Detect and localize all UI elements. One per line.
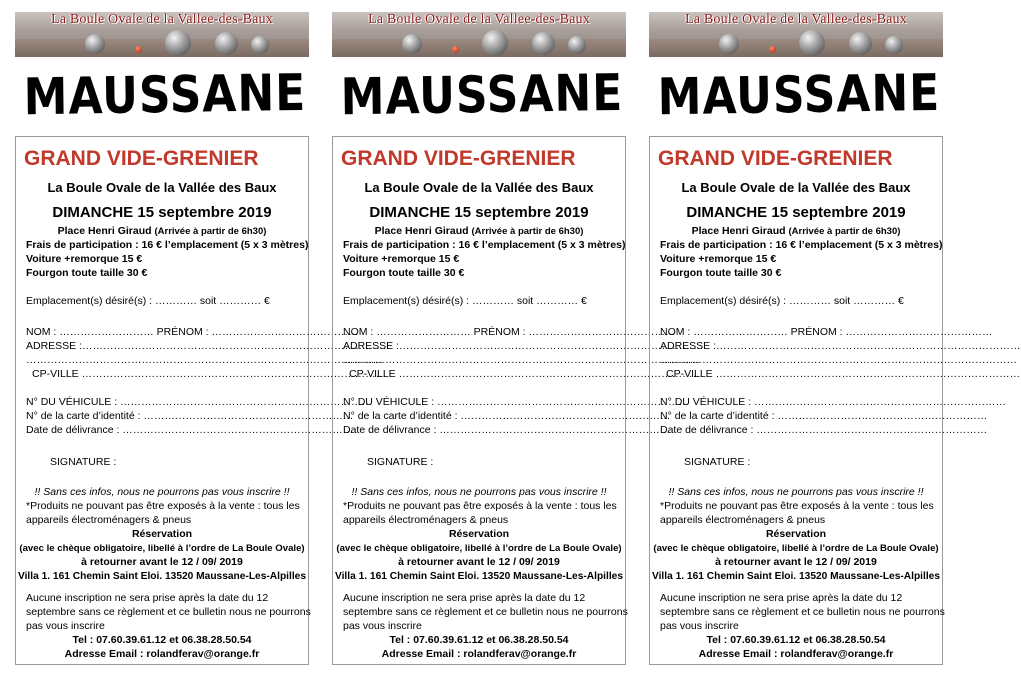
city-field[interactable]: CP-VILLE …………………………………………………………………………… — [666, 368, 1021, 380]
place-line — [333, 225, 625, 238]
slots-field[interactable]: Emplacement(s) désiré(s) : ………… soit ………… € — [343, 295, 587, 307]
place-line — [650, 225, 942, 238]
petanque-ball-icon — [482, 30, 508, 56]
products-line-2: appareils électroménagers & pneus — [343, 514, 509, 526]
notice-line-3: pas vous inscrire — [660, 620, 739, 632]
trailer-fee: Voiture +remorque 15 € — [343, 253, 460, 265]
arrival: (Arrivée à partir de 6h30) — [788, 226, 901, 237]
fee: Frais de participation : 16 € l’emplacement (5 x 3 mètres) — [343, 239, 626, 251]
event-date: DIMANCHE 15 septembre 2019 — [52, 204, 272, 221]
petanque-ball-icon — [85, 34, 105, 54]
organizer: La Boule Ovale de la Vallée des Baux — [681, 180, 911, 195]
return-before: à retourner avant le 12 / 09/ 2019 — [398, 556, 560, 568]
registration-form — [15, 136, 387, 665]
banner-image — [649, 12, 943, 57]
address-line-2[interactable]: ………………………………………………………………………………………… — [26, 354, 383, 366]
notice-line-1: Aucune inscription ne sera prise après la date du 12 — [26, 592, 269, 604]
town-title: MAUSSANE — [23, 63, 307, 128]
notice-line-3: pas vous inscrire — [26, 620, 105, 632]
email: Adresse Email : rolandferav@orange.fr — [381, 648, 577, 660]
signature-label: SIGNATURE : — [367, 456, 434, 468]
cheque-note: (avec le chèque obligatoire, libellé à l’ordre de La Boule Ovale) — [653, 543, 939, 554]
petanque-ball-icon — [849, 32, 872, 55]
products-line-2: appareils électroménagers & pneus — [26, 514, 192, 526]
id-card-field[interactable]: N° de la carte d’identité : …………………………………………………… — [343, 410, 671, 422]
organizer: La Boule Ovale de la Vallée des Baux — [364, 180, 594, 195]
products-line-1: *Produits ne pouvant pas être exposés à la vente : tous les — [26, 500, 300, 512]
petanque-ball-icon — [532, 32, 555, 55]
arrival: (Arrivée à partir de 6h30) — [471, 226, 584, 237]
town-title: MAUSSANE — [340, 63, 624, 128]
notice-line-2: septembre sans ce règlement et ce bulletin nous ne pourrons — [343, 606, 628, 618]
fee: Frais de participation : 16 € l’emplacement (5 x 3 mètres) — [26, 239, 309, 251]
registration-form — [332, 136, 704, 665]
slots-field[interactable]: Emplacement(s) désiré(s) : ………… soit ………… € — [26, 295, 270, 307]
email: Adresse Email : rolandferav@orange.fr — [698, 648, 894, 660]
address-field[interactable]: ADRESSE :…………………………………………………………………………… — [660, 340, 1021, 352]
signature-label: SIGNATURE : — [50, 456, 117, 468]
reservation-heading: Réservation — [765, 528, 827, 540]
products-line-1: *Produits ne pouvant pas être exposés à la vente : tous les — [660, 500, 934, 512]
flyer-column — [15, 0, 387, 682]
place: Place Henri Giraud — [691, 225, 786, 237]
jack-ball-icon — [769, 46, 776, 53]
fee: Frais de participation : 16 € l’emplacement (5 x 3 mètres) — [660, 239, 943, 251]
warning: !! Sans ces infos, nous ne pourrons pas vous inscrire !! — [668, 486, 924, 498]
van-fee: Fourgon toute taille 30 € — [343, 267, 465, 279]
petanque-ball-icon — [215, 32, 238, 55]
return-before: à retourner avant le 12 / 09/ 2019 — [715, 556, 877, 568]
villa-address: Villa 1. 161 Chemin Saint Eloi. 13520 Maussane-Les-Alpilles — [334, 571, 623, 582]
petanque-ball-icon — [402, 34, 422, 54]
phone: Tel : 07.60.39.61.12 et 06.38.28.50.54 — [706, 634, 886, 646]
banner-title: La Boule Ovale de la Vallee-des-Baux — [368, 12, 590, 27]
issue-date-field[interactable]: Date de délivrance : ………………………………………………………… — [660, 424, 988, 436]
town-title: MAUSSANE — [657, 63, 941, 128]
notice-line-2: septembre sans ce règlement et ce bulletin nous ne pourrons — [660, 606, 945, 618]
issue-date-field[interactable]: Date de délivrance : ………………………………………………………… — [26, 424, 354, 436]
name-field[interactable]: NOM : ……………………… PRÉNOM : …………………………………… — [660, 326, 993, 338]
slots-field[interactable]: Emplacement(s) désiré(s) : ………… soit ………… € — [660, 295, 904, 307]
van-fee: Fourgon toute taille 30 € — [660, 267, 782, 279]
event-date: DIMANCHE 15 septembre 2019 — [686, 204, 906, 221]
id-card-field[interactable]: N° de la carte d’identité : …………………………………………………… — [660, 410, 988, 422]
organizer: La Boule Ovale de la Vallée des Baux — [47, 180, 277, 195]
phone: Tel : 07.60.39.61.12 et 06.38.28.50.54 — [72, 634, 252, 646]
vehicle-field[interactable]: N° DU VÉHICULE : ……………………………………………………………… — [660, 396, 1007, 408]
villa-address: Villa 1. 161 Chemin Saint Eloi. 13520 Maussane-Les-Alpilles — [17, 571, 306, 582]
banner-image — [15, 12, 309, 57]
warning: !! Sans ces infos, nous ne pourrons pas vous inscrire !! — [34, 486, 290, 498]
city-field[interactable]: CP-VILLE …………………………………………………………………………… — [32, 368, 387, 380]
jack-ball-icon — [452, 46, 459, 53]
issue-date-field[interactable]: Date de délivrance : ………………………………………………………… — [343, 424, 671, 436]
jack-ball-icon — [135, 46, 142, 53]
flyer-column — [649, 0, 1021, 682]
address-line-2[interactable]: ………………………………………………………………………………………… — [660, 354, 1017, 366]
arrival: (Arrivée à partir de 6h30) — [154, 226, 267, 237]
event-title: GRAND VIDE-GRENIER — [24, 147, 259, 170]
villa-address: Villa 1. 161 Chemin Saint Eloi. 13520 Maussane-Les-Alpilles — [651, 571, 940, 582]
products-line-1: *Produits ne pouvant pas être exposés à la vente : tous les — [343, 500, 617, 512]
petanque-ball-icon — [719, 34, 739, 54]
petanque-ball-icon — [885, 36, 903, 54]
place: Place Henri Giraud — [57, 225, 152, 237]
petanque-ball-icon — [251, 36, 269, 54]
reservation-heading: Réservation — [448, 528, 510, 540]
event-title: GRAND VIDE-GRENIER — [658, 147, 893, 170]
van-fee: Fourgon toute taille 30 € — [26, 267, 148, 279]
notice-line-2: septembre sans ce règlement et ce bulletin nous ne pourrons — [26, 606, 311, 618]
cheque-note: (avec le chèque obligatoire, libellé à l’ordre de La Boule Ovale) — [336, 543, 622, 554]
phone: Tel : 07.60.39.61.12 et 06.38.28.50.54 — [389, 634, 569, 646]
name-field[interactable]: NOM : ……………………… PRÉNOM : …………………………………… — [26, 326, 359, 338]
petanque-ball-icon — [165, 30, 191, 56]
city-field[interactable]: CP-VILLE …………………………………………………………………………… — [349, 368, 704, 380]
notice-line-1: Aucune inscription ne sera prise après la date du 12 — [660, 592, 903, 604]
banner-image — [332, 12, 626, 57]
id-card-field[interactable]: N° de la carte d’identité : …………………………………………………… — [26, 410, 354, 422]
registration-form — [649, 136, 1021, 665]
address-field[interactable]: ADRESSE :…………………………………………………………………………… — [343, 340, 704, 352]
warning: !! Sans ces infos, nous ne pourrons pas vous inscrire !! — [351, 486, 607, 498]
signature-label: SIGNATURE : — [684, 456, 751, 468]
banner-title: La Boule Ovale de la Vallee-des-Baux — [685, 12, 907, 27]
address-line-2[interactable]: ………………………………………………………………………………………… — [343, 354, 700, 366]
cheque-note: (avec le chèque obligatoire, libellé à l’ordre de La Boule Ovale) — [19, 543, 305, 554]
trailer-fee: Voiture +remorque 15 € — [660, 253, 777, 265]
return-before: à retourner avant le 12 / 09/ 2019 — [81, 556, 243, 568]
notice-line-3: pas vous inscrire — [343, 620, 422, 632]
reservation-heading: Réservation — [131, 528, 193, 540]
products-line-2: appareils électroménagers & pneus — [660, 514, 826, 526]
notice-line-1: Aucune inscription ne sera prise après la date du 12 — [343, 592, 586, 604]
vehicle-field[interactable]: N° DU VÉHICULE : ……………………………………………………………… — [343, 396, 690, 408]
place: Place Henri Giraud — [374, 225, 469, 237]
address-field[interactable]: ADRESSE :…………………………………………………………………………… — [26, 340, 387, 352]
trailer-fee: Voiture +remorque 15 € — [26, 253, 143, 265]
email: Adresse Email : rolandferav@orange.fr — [64, 648, 260, 660]
petanque-ball-icon — [799, 30, 825, 56]
event-title: GRAND VIDE-GRENIER — [341, 147, 576, 170]
event-date: DIMANCHE 15 septembre 2019 — [369, 204, 589, 221]
name-field[interactable]: NOM : ……………………… PRÉNOM : …………………………………… — [343, 326, 676, 338]
petanque-ball-icon — [568, 36, 586, 54]
banner-title: La Boule Ovale de la Vallee-des-Baux — [51, 12, 273, 27]
place-line — [16, 225, 308, 238]
flyer-column — [332, 0, 704, 682]
vehicle-field[interactable]: N° DU VÉHICULE : ……………………………………………………………… — [26, 396, 373, 408]
